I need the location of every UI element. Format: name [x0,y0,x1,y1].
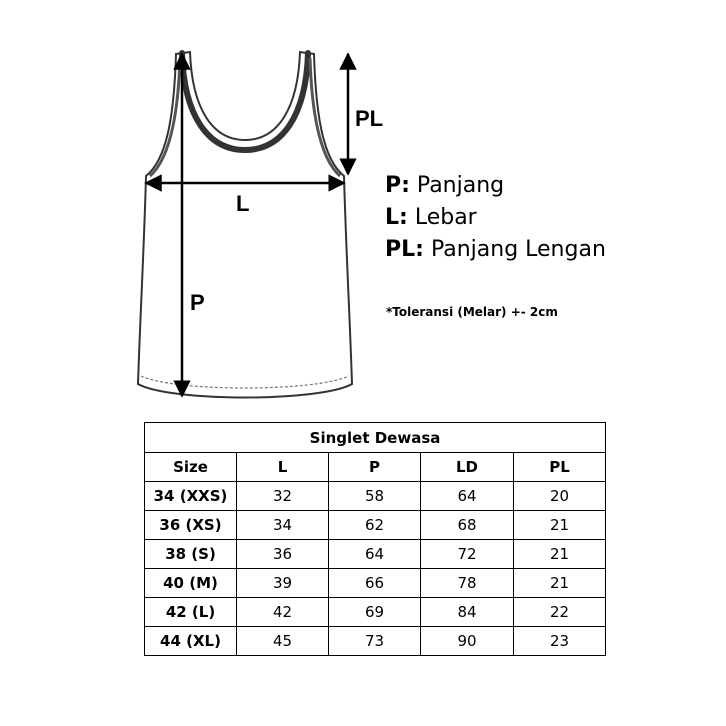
measurement-legend [385,170,606,266]
legend-item-p [385,170,606,202]
legend-text: Panjang [416,173,505,198]
p-dimension-label: P [190,290,205,315]
table-cell: 36 [237,540,329,569]
size-cell: 44 (XL) [145,627,237,656]
size-cell: 42 (L) [145,598,237,627]
legend-key: P: [385,173,410,198]
table-cell: 21 [514,540,606,569]
table-cell: 21 [514,569,606,598]
column-header: P [329,453,421,482]
size-cell: 40 (M) [145,569,237,598]
tolerance-note: *Toleransi (Melar) +- 2cm [386,305,558,319]
table-title: Singlet Dewasa [145,423,606,453]
table-cell: 45 [237,627,329,656]
column-header: Size [145,453,237,482]
table-cell: 84 [421,598,514,627]
table-cell: 68 [421,511,514,540]
table-title-row [145,423,606,453]
legend-text: Panjang Lengan [430,237,606,262]
table-cell: 78 [421,569,514,598]
table-cell: 42 [237,598,329,627]
size-cell: 38 (S) [145,540,237,569]
table-cell: 62 [329,511,421,540]
table-cell: 73 [329,627,421,656]
table-row [145,569,606,598]
l-dimension-label: L [236,191,250,216]
table-cell: 39 [237,569,329,598]
legend-item-pl [385,234,606,266]
size-cell: 34 (XXS) [145,482,237,511]
column-header: PL [514,453,606,482]
table-cell: 69 [329,598,421,627]
column-header: LD [421,453,514,482]
table-cell: 72 [421,540,514,569]
table-cell: 23 [514,627,606,656]
legend-key: PL: [385,237,424,262]
table-row [145,598,606,627]
table-cell: 90 [421,627,514,656]
legend-item-l [385,202,606,234]
table-cell: 64 [421,482,514,511]
table-cell: 21 [514,511,606,540]
size-cell: 36 (XS) [145,511,237,540]
table-cell: 34 [237,511,329,540]
legend-key: L: [385,205,408,230]
table-cell: 22 [514,598,606,627]
table-row [145,540,606,569]
table-cell: 32 [237,482,329,511]
table-row [145,482,606,511]
table-cell: 66 [329,569,421,598]
column-header: L [237,453,329,482]
legend-text: Lebar [414,205,477,230]
table-cell: 58 [329,482,421,511]
table-header-row [145,453,606,482]
singlet-outline [138,52,352,398]
table-row [145,627,606,656]
pl-dimension-label: PL [355,106,384,131]
table-cell: 20 [514,482,606,511]
table-row [145,511,606,540]
table-cell: 64 [329,540,421,569]
size-chart-table [144,422,606,656]
